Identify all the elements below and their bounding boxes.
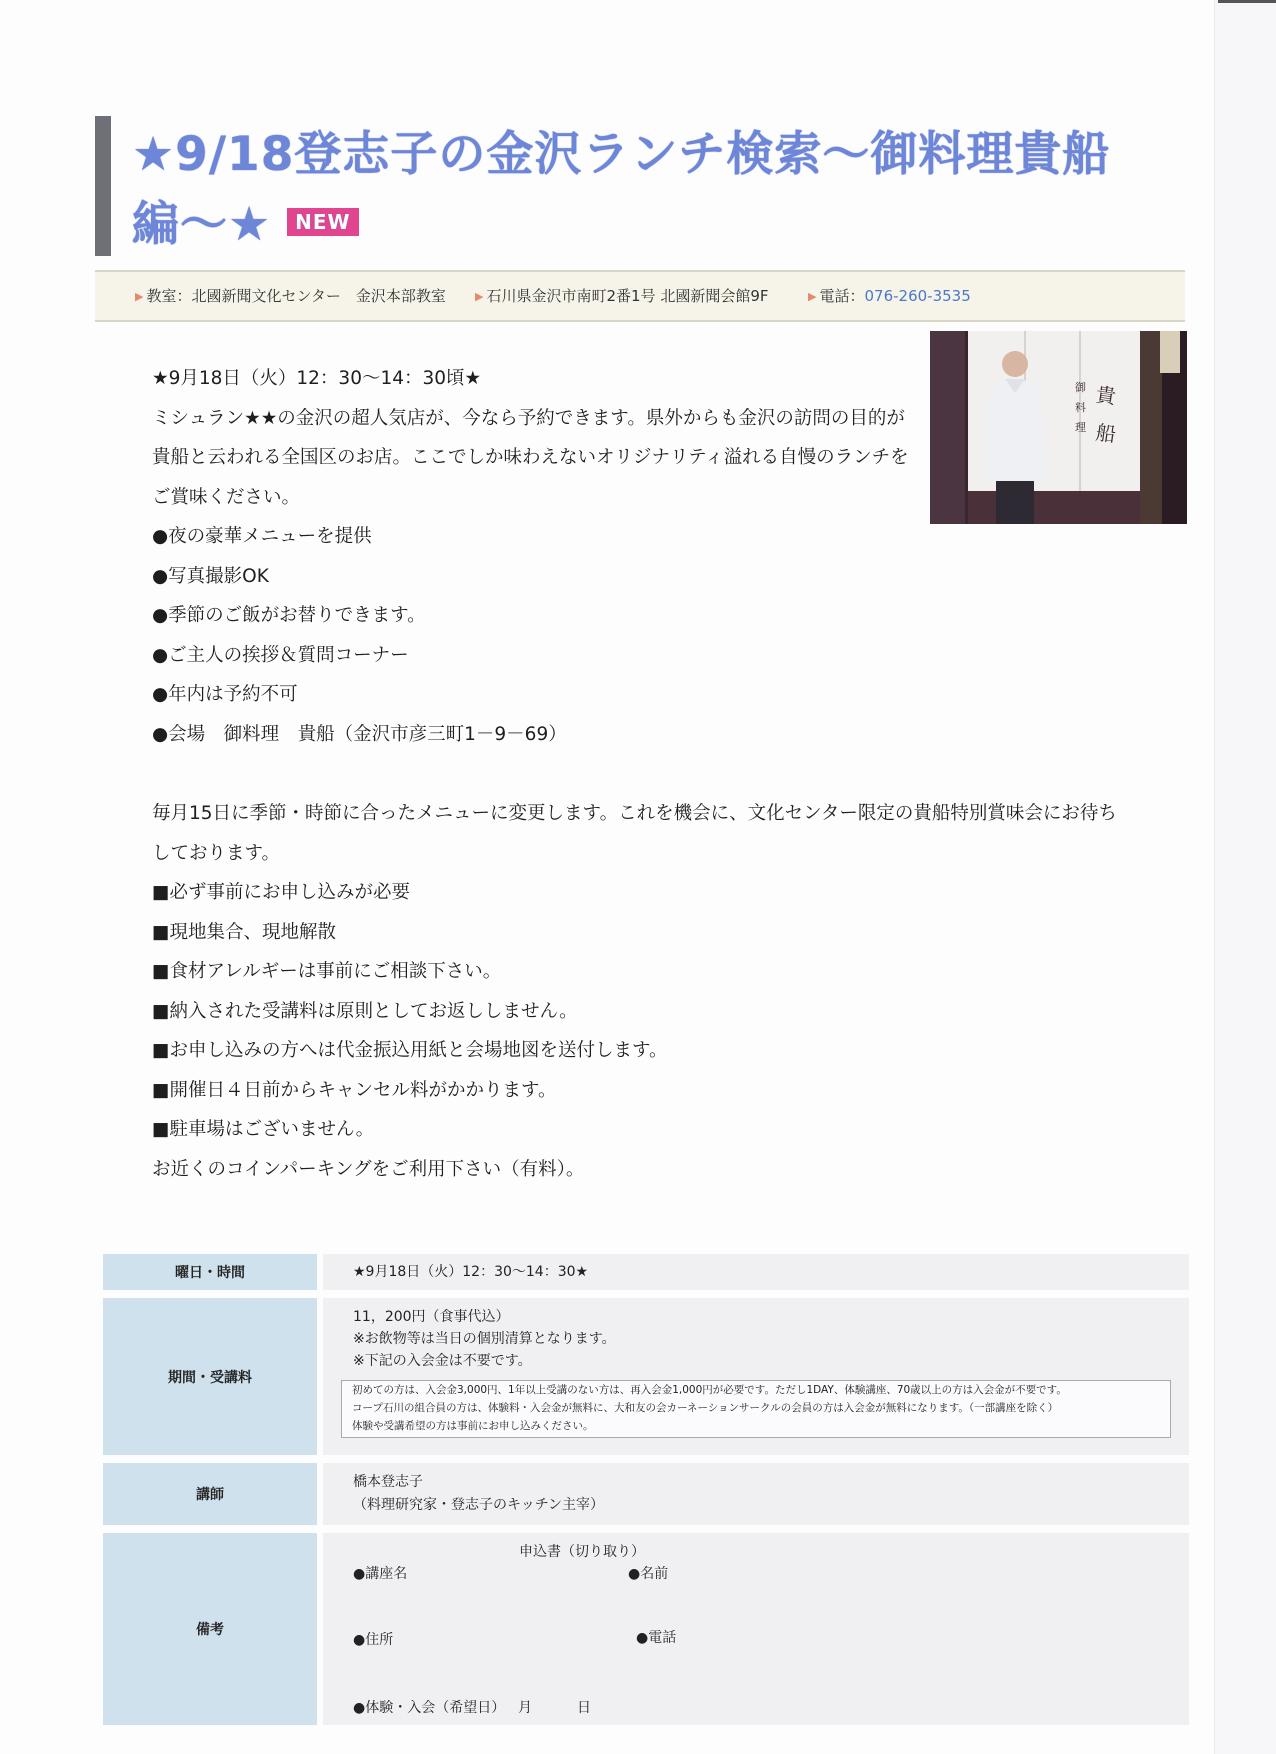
svg-text:貴: 貴 [1094, 382, 1118, 409]
note-item: ■お申し込みの方へは代金振込用紙と会場地図を送付します。 [152, 1040, 668, 1061]
new-badge: NEW [287, 208, 358, 236]
svg-text:船: 船 [1094, 420, 1118, 447]
svg-text:御: 御 [1075, 381, 1086, 394]
phone-info [808, 272, 971, 322]
day-label: 日 [577, 1700, 591, 1716]
application-form [323, 1533, 1189, 1725]
title-accent-bar [95, 116, 111, 256]
svg-text:料: 料 [1075, 401, 1086, 414]
arrow-right-icon: ▶ [135, 290, 144, 303]
page-title [132, 120, 1132, 260]
arrow-right-icon: ▶ [475, 290, 484, 303]
feature-item: ●年内は予約不可 [152, 684, 298, 705]
name-field[interactable]: ●名前 [628, 1566, 669, 1582]
month-label: 月 [518, 1700, 532, 1716]
course-description [152, 359, 1132, 1189]
scan-edge [1214, 0, 1276, 1754]
fee-note: ※お飲物等は当日の個別清算となります。 [353, 1331, 616, 1347]
feature-item: ●季節のご飯がお替りできます。 [152, 605, 426, 626]
classroom-info [135, 272, 446, 322]
instructor-label: 講師 [103, 1463, 317, 1525]
note-item: ■開催日４日前からキャンセル料がかかります。 [152, 1079, 557, 1101]
feature-item: ●夜の豪華メニューを提供 [152, 526, 372, 547]
schedule-cell [323, 1254, 1189, 1290]
address-text: 石川県金沢市南町2番1号 北國新聞会館9F [486, 287, 769, 305]
instructor-cell [323, 1463, 1189, 1525]
fee-label: 期間・受講料 [103, 1298, 317, 1455]
title-text: ★9/18登志子の金沢ランチ検索～御料理貴船編～★ [132, 127, 1111, 252]
info-bar [95, 270, 1185, 322]
membership-note: 初めての方は、入会金3,000円、1年以上受講のない方は、再入会金1,000円が必要です。ただし1DAY、体験講座、70歳以上の方は入会金が不要です。 [352, 1384, 1067, 1396]
membership-note: コープ石川の組合員の方は、体験料・入会金が無料に、大和友の会カーネーションサークルの会員の方は入会金が無料になります。（一部講座を除く） [352, 1402, 1059, 1414]
scan-mark [1218, 0, 1276, 3]
schedule-value: ★9月18日（火）12：30～14：30★ [353, 1264, 589, 1280]
course-name-field[interactable]: ●講座名 [353, 1566, 408, 1582]
membership-note-box [341, 1380, 1171, 1438]
instructor-role: （料理研究家・登志子のキッチン主宰） [353, 1497, 605, 1513]
schedule-row [103, 1254, 1189, 1290]
note-item: ■納入された受講料は原則としてお返ししません。 [152, 1000, 578, 1022]
phone-field[interactable]: ●電話 [636, 1630, 677, 1646]
feature-item: ●写真撮影OK [152, 565, 269, 587]
fee-cell [323, 1298, 1189, 1455]
phone-label: 電話： [819, 287, 865, 305]
remarks-label: 備考 [103, 1533, 317, 1725]
fee-note: ※下記の入会金は不要です。 [353, 1353, 532, 1369]
note-item: お近くのコインパーキングをご利用下さい（有料）。 [152, 1158, 585, 1180]
intro-text: ミシュラン★★の金沢の超人気店が、今なら予約できます。県外からも金沢の訪問の目的が貴船と云われる全国区のお店。ここでしか味わえないオリジナリティ溢れる自慢のランチをご賞味ください。 [152, 407, 909, 508]
remarks-row [103, 1533, 1189, 1725]
event-date: ★9月18日（火）12：30～14：30頃★ [152, 368, 482, 389]
menu-paragraph: 毎月15日に季節・時節に合ったメニューに変更します。これを機会に、文化センター限定の貴船特別賞味会にお待ちしております。 [152, 803, 1117, 864]
fee-amount: 11，200円（食事代込） [353, 1309, 510, 1325]
arrow-right-icon: ▶ [808, 290, 817, 303]
note-item: ■現地集合、現地解散 [152, 921, 336, 943]
fee-row [103, 1298, 1189, 1455]
svg-text:理: 理 [1075, 421, 1086, 434]
feature-item: ●ご主人の挨拶＆質問コーナー [152, 644, 409, 666]
membership-note: 体験や受講希望の方は事前にお申し込みください。 [352, 1420, 594, 1432]
instructor-name: 橋本登志子 [353, 1474, 423, 1490]
note-item: ■食材アレルギーは事前にご相談下さい。 [152, 961, 502, 982]
note-item: ■必ず事前にお申し込みが必要 [152, 882, 410, 903]
classroom-text: 教室：北國新聞文化センター 金沢本部教室 [146, 287, 446, 305]
phone-number: 076-260-3535 [864, 287, 971, 305]
feature-item: ●会場 御料理 貴船（金沢市彦三町1－9－69） [152, 723, 567, 745]
schedule-label: 曜日・時間 [103, 1254, 317, 1290]
address-info [475, 272, 769, 322]
form-title: 申込書（切り取り） [519, 1544, 645, 1560]
note-item: ■駐車場はございません。 [152, 1119, 375, 1140]
instructor-row [103, 1463, 1189, 1525]
trial-date-field[interactable]: ●体験・入会（希望日） [353, 1700, 506, 1716]
address-field[interactable]: ●住所 [353, 1632, 394, 1648]
